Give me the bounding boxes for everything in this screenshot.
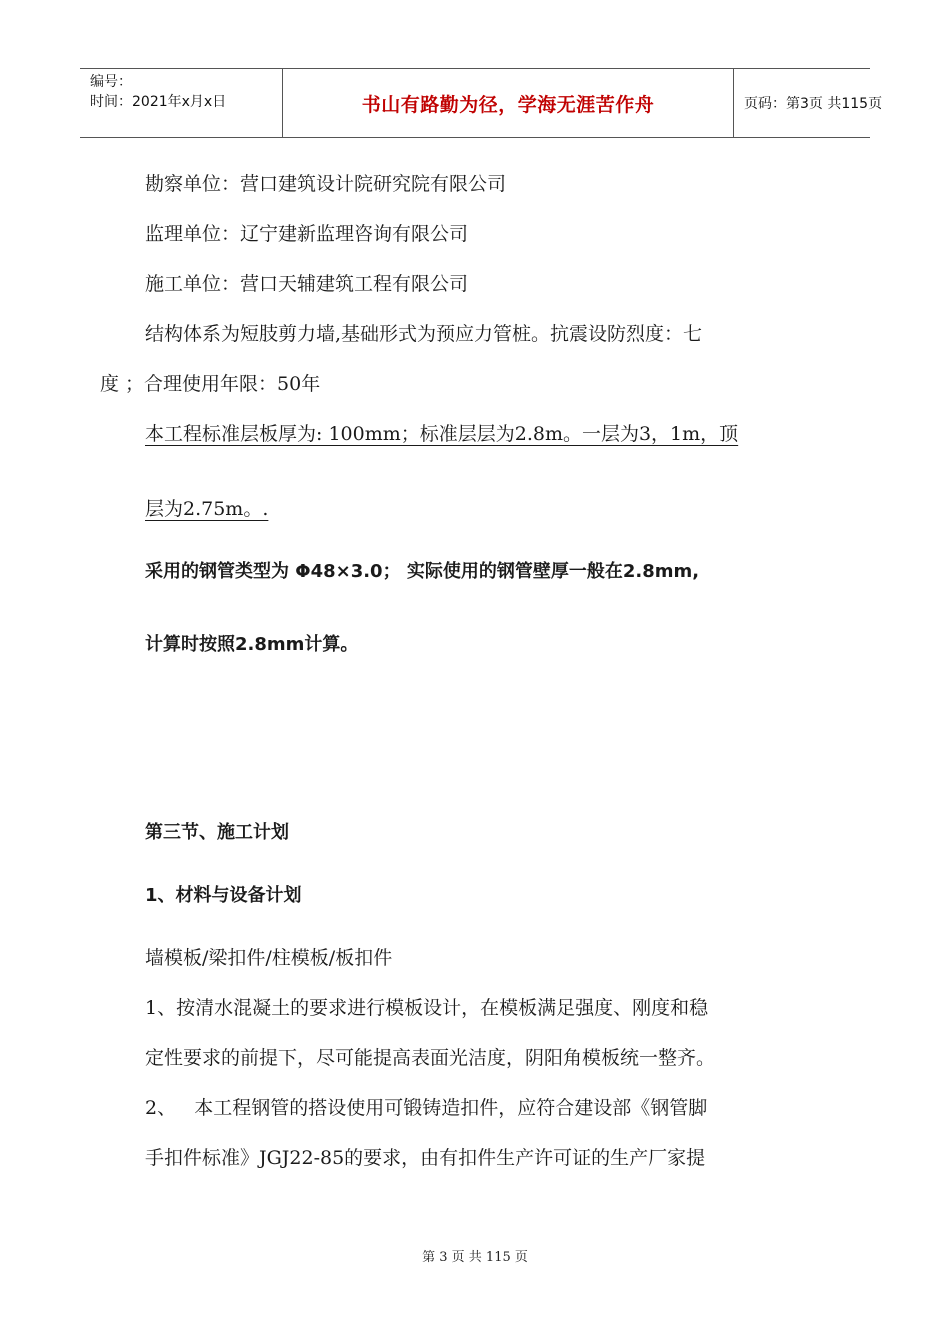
structure-line-2: 度 ；合理使用年限：50年 [100, 373, 321, 395]
steel-line-2: 计算时按照2.8mm计算。 [145, 634, 359, 655]
construction-unit-line: 施工单位：营口天辅建筑工程有限公司 [145, 273, 469, 295]
steel-line-1: 采用的钢管类型为 Φ48×3.0； 实际使用的钢管壁厚一般在2.8mm, [145, 561, 700, 582]
page-header [80, 68, 883, 138]
slab-line-2: 层为2.75m。. [145, 498, 269, 520]
slab-line-1: 本工程标准层板厚为: 100mm；标准层层为2.8m。一层为3，1m，顶 [145, 423, 739, 445]
item2-line-1: 2、 本工程钢管的搭设使用可锻铸造扣件，应符合建设部《钢管脚 [145, 1097, 708, 1119]
materials-line: 墙模板/梁扣件/柱模板/板扣件 [145, 947, 393, 969]
header-page-info: 页码：第3页 共115页 [744, 96, 883, 112]
header-middle-cell [282, 69, 734, 137]
item1-line-1: 1、按清水混凝土的要求进行模板设计，在模板满足强度、刚度和稳 [145, 997, 709, 1019]
page-footer: 第 3 页 共 115 页 [422, 1250, 528, 1265]
date-label: 时间：2021年x月x日 [90, 94, 227, 110]
survey-unit-line: 勘察单位：营口建筑设计院研究院有限公司 [145, 173, 507, 195]
number-label: 编号： [90, 74, 132, 90]
subsection-title: 1、材料与设备计划 [145, 885, 302, 906]
header-right-cell [734, 69, 883, 137]
item2-line-2: 手扣件标准》JGJ22-85的要求，由有扣件生产许可证的生产厂家提 [145, 1147, 706, 1169]
supervision-unit-line: 监理单位：辽宁建新监理咨询有限公司 [145, 223, 469, 245]
section-title: 第三节、施工计划 [145, 822, 289, 843]
header-left-cell [80, 69, 282, 137]
structure-line-1: 结构体系为短肢剪力墙,基础形式为预应力管桩。抗震设防烈度：七 [145, 323, 703, 345]
item1-line-2: 定性要求的前提下，尽可能提高表面光洁度，阴阳角模板统一整齐。 [145, 1047, 716, 1069]
header-motto: 书山有路勤为径，学海无涯苦作舟 [361, 93, 655, 116]
